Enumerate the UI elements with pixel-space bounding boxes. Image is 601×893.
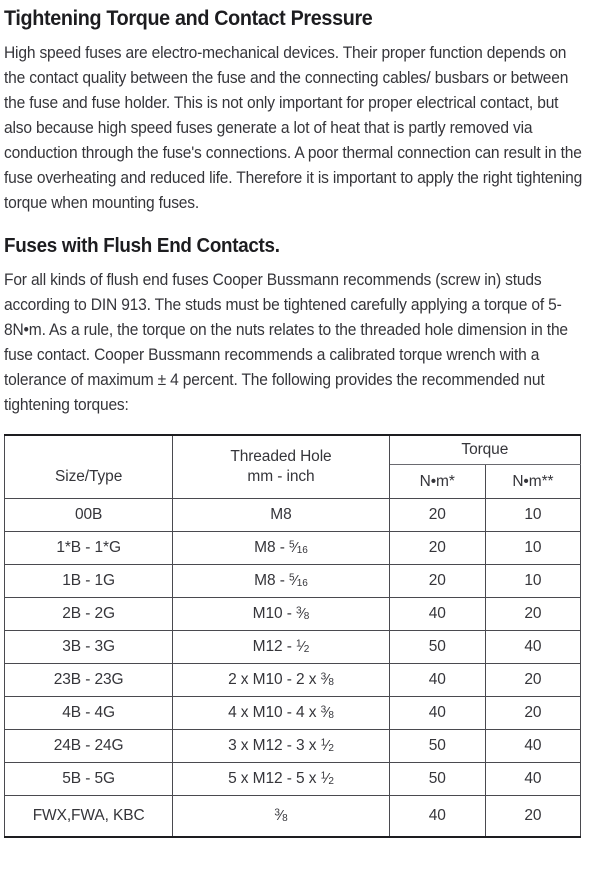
cell-torque-1: 50	[389, 631, 485, 664]
cell-threaded-hole: M8	[173, 499, 389, 532]
table-row	[5, 631, 581, 664]
cell-size-type: 1*B - 1*G	[5, 532, 173, 565]
cell-size-type: 3B - 3G	[5, 631, 173, 664]
cell-size-type: FWX,FWA, KBC	[5, 796, 173, 838]
cell-threaded-hole: 4 x M10 - 4 x $^3$⁄8	[173, 697, 389, 730]
torque-table	[4, 434, 581, 838]
header-threaded-hole-line1: Threaded Hole	[230, 448, 332, 465]
table-row	[5, 697, 581, 730]
table-row	[5, 796, 581, 838]
fraction-numerator: 3	[295, 605, 302, 616]
header-torque-unit-2: N•m**	[485, 465, 580, 499]
cell-torque-1: 40	[389, 598, 485, 631]
cell-torque-2: 10	[485, 499, 580, 532]
cell-torque-2: 20	[485, 664, 580, 697]
fraction-numerator: 5	[288, 572, 295, 583]
fraction-denominator: 8	[328, 709, 334, 721]
cell-size-type: 00B	[5, 499, 173, 532]
fraction-numerator: 3	[320, 704, 327, 715]
fraction-slash: ⁄	[301, 605, 304, 622]
fraction	[321, 671, 334, 688]
cell-torque-2: 10	[485, 532, 580, 565]
cell-torque-2: 20	[485, 697, 580, 730]
fraction-numerator: 3	[274, 807, 280, 818]
cell-size-type: 4B - 4G	[5, 697, 173, 730]
cell-torque-2: 20	[485, 796, 580, 838]
cell-torque-2: 40	[485, 763, 580, 796]
fraction-numerator: 1	[320, 770, 327, 781]
header-torque-unit-1: N•m*	[389, 465, 485, 499]
table-header	[5, 435, 581, 499]
cell-threaded-hole: 2 x M10 - 2 x $^3$⁄8	[173, 664, 389, 697]
cell-torque-1: 50	[389, 730, 485, 763]
cell-threaded-hole: 5 x M12 - 5 x $^1$⁄2	[173, 763, 389, 796]
cell-torque-1: 40	[389, 697, 485, 730]
cell-size-type: 2B - 2G	[5, 598, 173, 631]
cell-torque-1: 20	[389, 565, 485, 598]
cell-threaded-hole: M10 - $^3$⁄8	[173, 598, 389, 631]
intro-paragraph: High speed fuses are electro-mechanical devices. Their proper function depends on the contact quality between the fuse and the connecting cables/ busbars or between the fuse and fuse holder. This is not only important for proper electrical contact, but also because high speed fuses generate a lot of heat that is partly removed via conduction through the fuse's connections. A poor thermal connection can result in the fuse overheating and reduced life. Therefore it is important to apply the right tightening torque when mounting fuses.	[4, 44, 583, 212]
fraction-numerator: 1	[320, 737, 327, 748]
fraction-slash: ⁄	[326, 770, 329, 787]
cell-size-type: 5B - 5G	[5, 763, 173, 796]
cell-torque-1: 40	[389, 796, 485, 838]
fraction	[321, 704, 334, 721]
header-torque-group: Torque	[389, 435, 580, 465]
fraction-slash: ⁄	[294, 539, 297, 556]
table-row	[5, 499, 581, 532]
fraction-denominator: 8	[303, 610, 310, 622]
fraction-slash: ⁄	[326, 704, 329, 721]
cell-threaded-hole	[173, 796, 389, 838]
section-subheading: Fuses with Flush End Contacts.	[4, 235, 280, 257]
fraction-denominator: 2	[328, 775, 334, 787]
fraction	[289, 539, 308, 556]
header-size-type-label: Size/Type	[55, 468, 123, 485]
table-row	[5, 763, 581, 796]
table-row	[5, 532, 581, 565]
fraction-denominator: 2	[328, 742, 334, 754]
cell-size-type: 23B - 23G	[5, 664, 173, 697]
fraction-slash: ⁄	[279, 807, 283, 824]
cell-torque-1: 50	[389, 763, 485, 796]
fraction-slash: ⁄	[326, 671, 329, 688]
header-threaded-hole-line2: mm - inch	[247, 468, 315, 485]
fraction-numerator: 3	[320, 671, 327, 682]
fraction	[321, 737, 334, 754]
table-body	[5, 499, 581, 838]
cell-threaded-hole: M8 - $^5$⁄16	[173, 532, 389, 565]
fraction-denominator: 16	[296, 544, 308, 556]
fraction	[296, 638, 309, 655]
cell-torque-2: 40	[485, 631, 580, 664]
fraction-denominator: 16	[296, 577, 308, 589]
cell-size-type: 1B - 1G	[5, 565, 173, 598]
cell-torque-1: 20	[389, 532, 485, 565]
cell-size-type: 24B - 24G	[5, 730, 173, 763]
fraction-denominator: 8	[282, 812, 288, 824]
cell-torque-2: 20	[485, 598, 580, 631]
cell-torque-2: 10	[485, 565, 580, 598]
table-header-row-1	[5, 435, 581, 465]
second-paragraph: For all kinds of flush end fuses Cooper Bussmann recommends (screw in) studs according to DIN 913. The studs must be tightened carefully applying a torque of 5-8N•m. As a rule, the torque on the nuts relates to the threaded hole dimension in the fuse contact. Cooper Bussmann recommends a calibrated torque wrench with a tolerance of maximum ± 4 percent. The following provides the recommended nut tightening torques:	[4, 271, 568, 414]
fraction	[274, 807, 287, 824]
fraction	[321, 770, 334, 787]
fraction-denominator: 8	[328, 676, 334, 688]
fraction	[289, 572, 308, 589]
fraction-slash: ⁄	[326, 737, 329, 754]
table-row	[5, 565, 581, 598]
fraction-denominator: 2	[303, 643, 310, 655]
header-size-type	[5, 435, 173, 499]
cell-torque-1: 40	[389, 664, 485, 697]
fraction-numerator: 1	[295, 638, 302, 649]
table-row	[5, 664, 581, 697]
page-title: Tightening Torque and Contact Pressure	[4, 7, 373, 30]
table-row	[5, 730, 581, 763]
cell-threaded-hole: M8 - $^5$⁄16	[173, 565, 389, 598]
fraction-slash: ⁄	[301, 638, 304, 655]
table-row	[5, 598, 581, 631]
fraction-slash: ⁄	[294, 572, 297, 589]
fraction	[296, 605, 309, 622]
cell-torque-2: 40	[485, 730, 580, 763]
cell-torque-1: 20	[389, 499, 485, 532]
cell-threaded-hole: 3 x M12 - 3 x $^1$⁄2	[173, 730, 389, 763]
header-threaded-hole	[173, 435, 389, 499]
cell-threaded-hole: M12 - $^1$⁄2	[173, 631, 389, 664]
fraction-numerator: 5	[288, 539, 295, 550]
